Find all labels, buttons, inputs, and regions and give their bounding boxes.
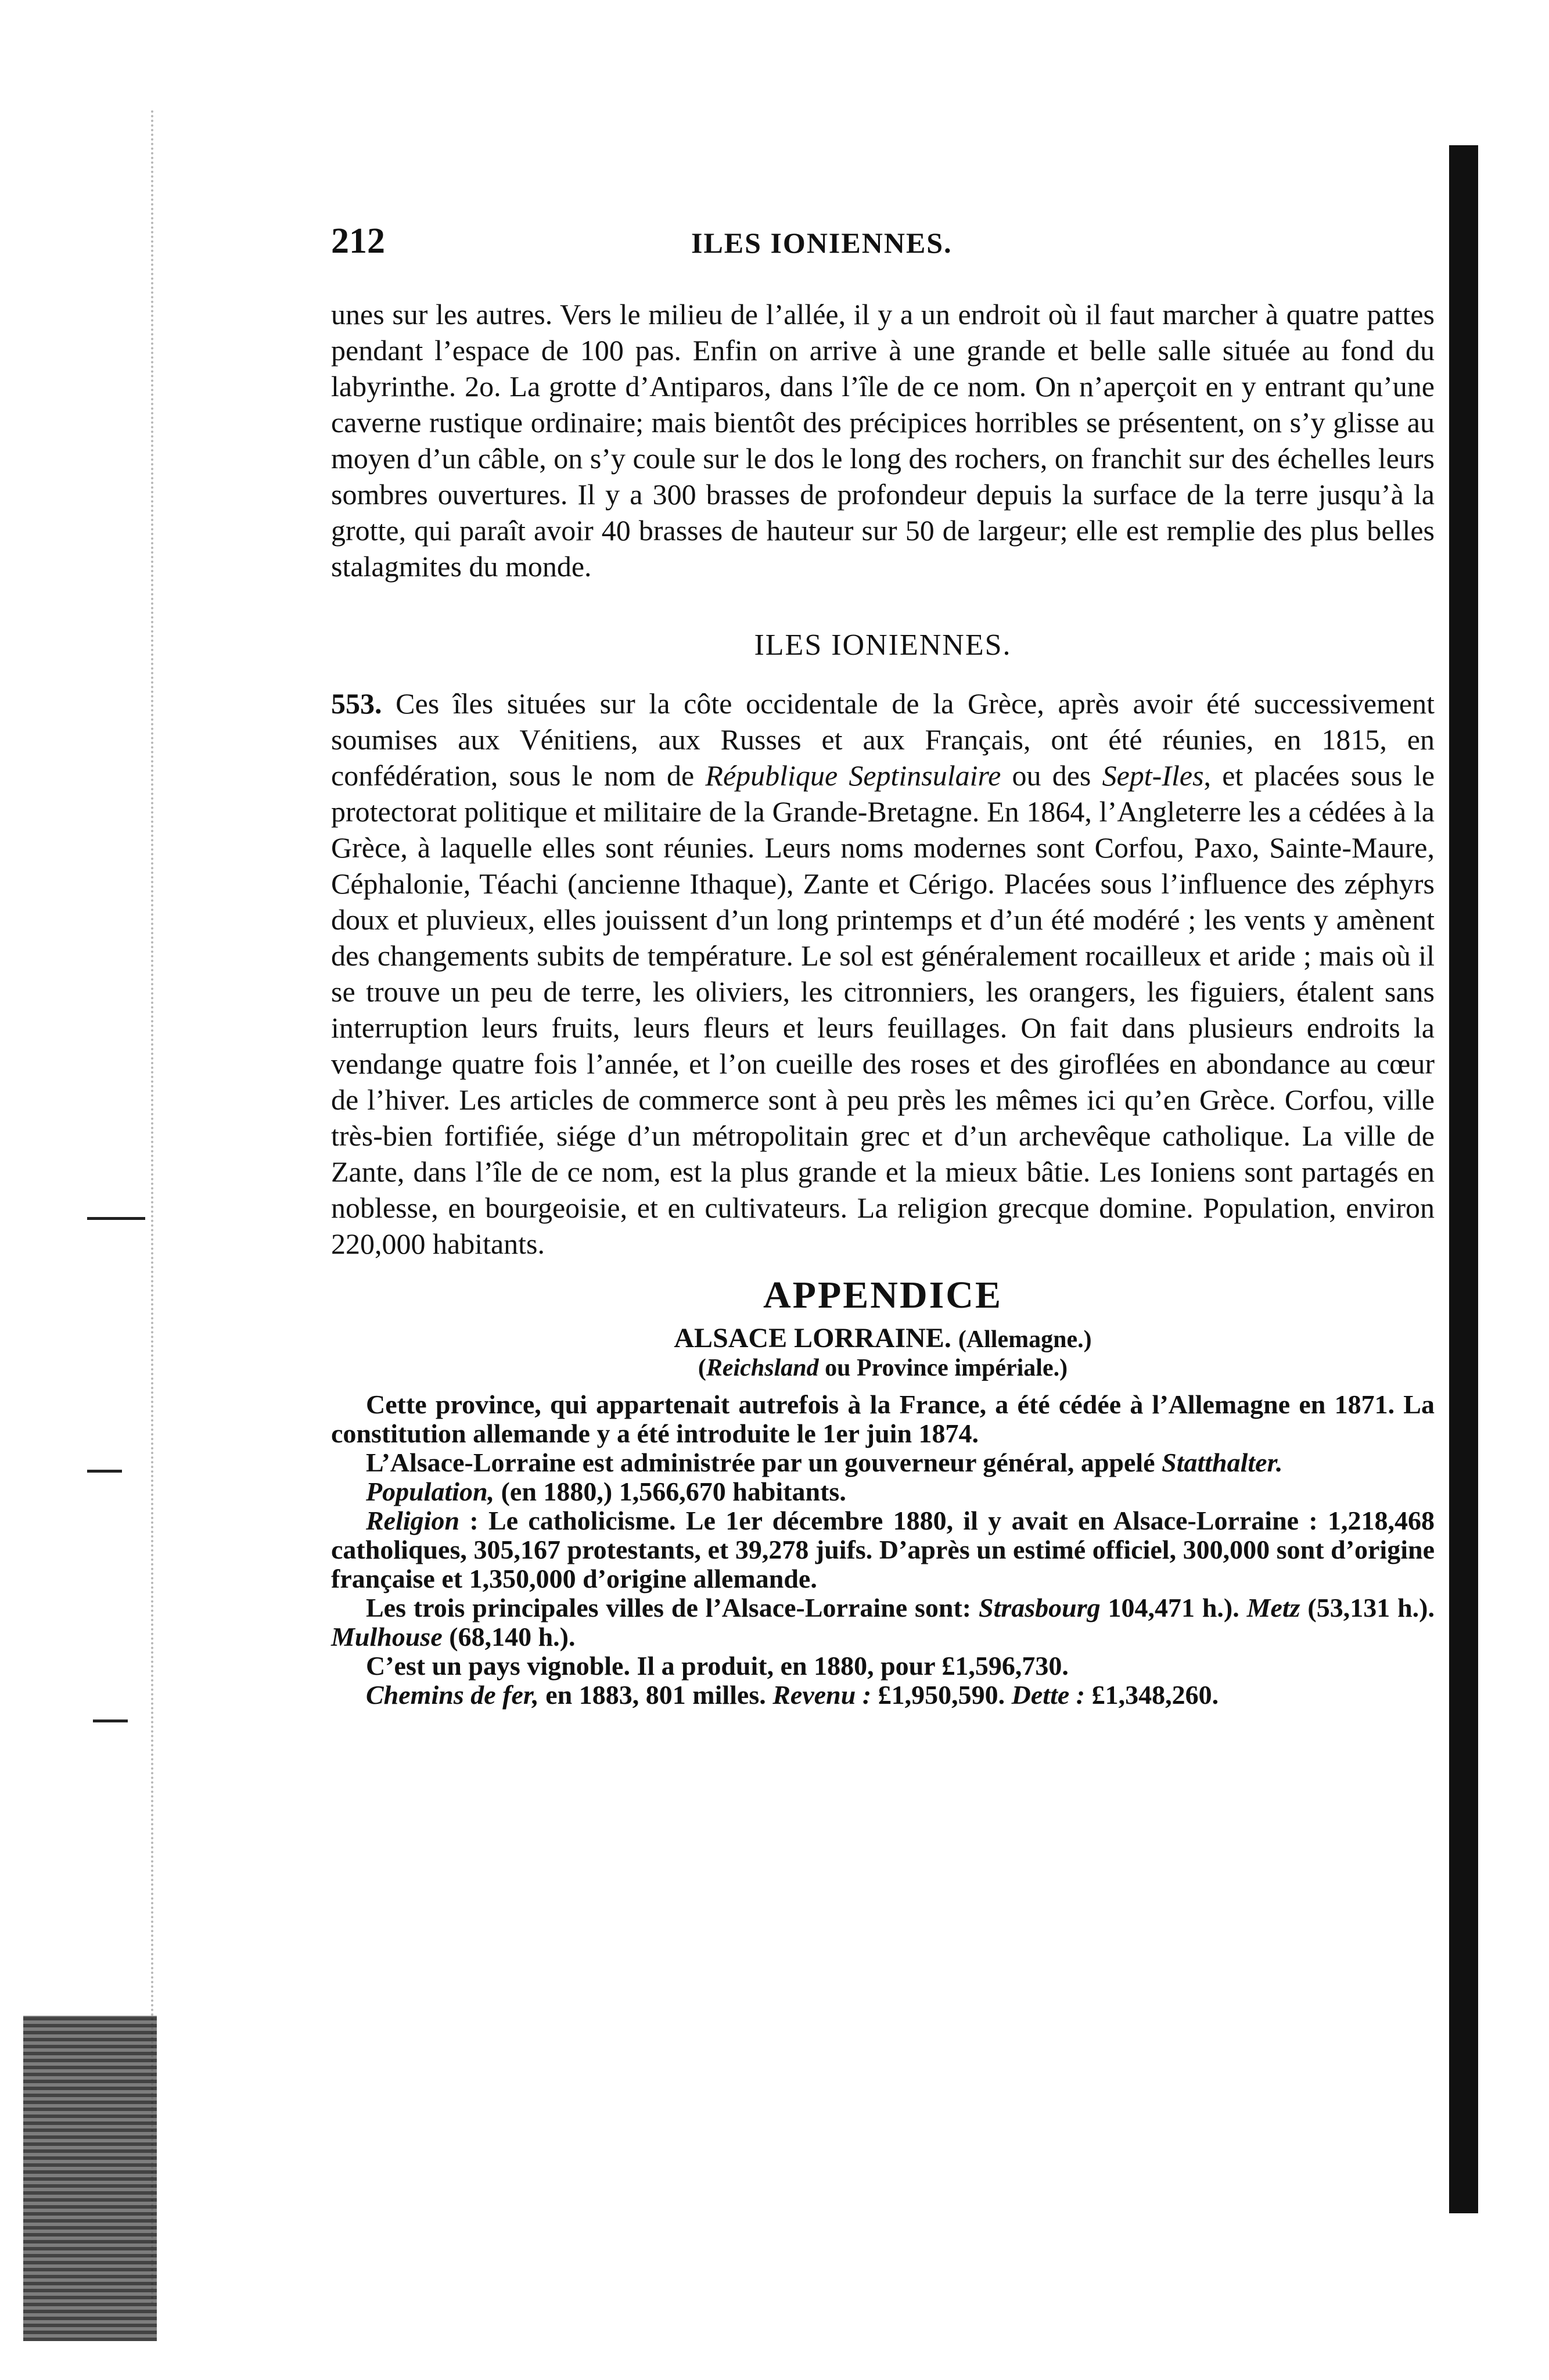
- running-title: ILES IONIENNES.: [691, 227, 953, 259]
- appendix-paragraph: [331, 1477, 1435, 1506]
- page-header: [331, 221, 1435, 273]
- italic-term: Revenu :: [772, 1680, 872, 1710]
- italic-term: Sept-Iles: [1102, 759, 1204, 792]
- italic-term: Mulhouse: [331, 1622, 443, 1652]
- page-content: [331, 221, 1435, 1710]
- italic-term: Dette :: [1011, 1680, 1086, 1710]
- appendix-paragraph: Cette province, qui appartenait autrefois à la France, a été cédée à l’Allemagne en 1871. La constitution allemande y a été introduite le 1er juin 1874.: [331, 1390, 1435, 1448]
- text-run: ou Province impériale.): [818, 1355, 1068, 1381]
- italic-term: République Septinsulaire: [705, 759, 1001, 792]
- text-run: 104,471 h.).: [1100, 1593, 1247, 1622]
- binding-dark-strip: [23, 2016, 157, 2341]
- subtitle-note: (Allemagne.): [958, 1326, 1092, 1353]
- appendix-subtitle-2: [331, 1354, 1435, 1382]
- page-number: 212: [331, 221, 385, 261]
- italic-term: Religion: [366, 1506, 460, 1535]
- appendix-paragraph: C’est un pays vignoble. Il a produit, en 1880, pour £1,596,730.: [366, 1651, 1069, 1681]
- italic-term: Reichsland: [706, 1355, 819, 1381]
- intro-paragraph: unes sur les autres. Vers le milieu de l’allée, il y a un endroit où il faut marcher à quatre pattes pendant l’espace de 100 pas. Enfin on arrive à une grande et belle salle située au fond du labyrinthe. 2o. La grotte d’Antiparos, dans l’île de ce nom. On n’aperçoit en y entrant qu’une caverne rustique ordinaire; mais bientôt des précipices horribles se présentent, on s’y glisse au moyen d’un câble, on s’y coule sur le dos le long des rochers, on franchit sur des échelles leurs sombres ouvertures. Il y a 300 brasses de profondeur depuis la surface de la terre jusqu’à la grotte, qui paraît avoir 40 brasses de hauteur sur 50 de largeur; elle est remplie des plus belles stalagmites du monde.: [331, 298, 1435, 583]
- text-run: Ces îles situées sur la côte occidentale de la Grèce, après avoir été successivement soumises aux Vénitiens, aux Russes et aux Français, ont été réunies, en 1815, en confédération, sous le nom de: [331, 687, 1435, 792]
- binding-right-bar: [1449, 145, 1478, 2213]
- appendix-title: APPENDICE: [763, 1274, 1002, 1316]
- section-title: ILES IONIENNES.: [754, 629, 1012, 662]
- text-run: (en 1880,) 1,566,670 habitants.: [494, 1477, 846, 1506]
- section-paragraph: [331, 685, 1435, 1262]
- text-run: £1,348,260.: [1085, 1680, 1219, 1710]
- appendix-paragraph: [331, 1681, 1435, 1710]
- binding-shadow: [151, 110, 188, 2306]
- italic-term: Statthalter.: [1162, 1448, 1283, 1477]
- subtitle-text: ALSACE LORRAINE.: [674, 1323, 951, 1354]
- text-run: (: [698, 1355, 706, 1381]
- paragraph-number: 553.: [331, 687, 382, 720]
- text-run: Les trois principales villes de l’Alsace-Lorraine sont:: [366, 1593, 979, 1622]
- text-run: (68,140 h.).: [442, 1622, 576, 1652]
- text-run: , et placées sous le protectorat politique et militaire de la Grande-Bretagne. En 1864, l’Angleterre les a cédées à la Grèce, à laquelle elles sont réunies. Leurs noms modernes sont Corfou, Paxo, Sainte-Maure, Céphalonie, Téachi (ancienne Ithaque), Zante et Cérigo. Placées sous l’influence des zéphyrs doux et pluvieux, elles jouissent d’un long printemps et d’un été modéré ; les vents y amènent des changements subits de température. Le sol est généralement rocailleux et aride ; mais où il se trouve un peu de terre, les oliviers, les citronniers, les orangers, les figuiers, étalent sans interruption leurs fruits, leurs fleurs et leurs feuillages. On fait dans plusieurs endroits la vendange quatre fois l’année, et l’on cueille des roses et des giroflées en abondance au cœur de l’hiver. Les articles de commerce sont à peu près les mêmes ici qu’en Grèce. Corfou, ville très-bien fortifiée, siége d’un métropolitain grec et d’un archevêque catholique. La ville de Zante, dans l’île de ce nom, est la plus grande et la mieux bâtie. Les Ioniens sont partagés en noblesse, en bourgeoisie, et en cultivateurs. La religion grecque domine. Population, environ 220,000 habitants.: [331, 759, 1435, 1260]
- italic-term: Strasbourg: [978, 1593, 1101, 1622]
- margin-mark: [93, 1720, 128, 1722]
- italic-term: Metz: [1246, 1593, 1300, 1622]
- appendix-subtitle: [331, 1322, 1435, 1354]
- margin-mark: [87, 1217, 145, 1220]
- appendix-paragraph: [331, 1593, 1435, 1652]
- appendix-paragraph: [331, 1448, 1435, 1477]
- italic-term: Chemins de fer,: [366, 1680, 539, 1710]
- text-run: L’Alsace-Lorraine est administrée par un gouverneur général, appelé: [366, 1448, 1162, 1477]
- text-run: : Le catholicisme. Le 1er décembre 1880, il y avait en Alsace-Lorraine : 1,218,468 catholiques, 305,167 protestants, et 39,278 juifs. D’après un estimé officiel, 300,000 sont d’origine française et 1,350,000 d’origine allemande.: [331, 1506, 1435, 1593]
- text-run: (53,131 h.).: [1300, 1593, 1435, 1622]
- text-run: en 1883, 801 milles.: [538, 1680, 773, 1710]
- text-run: £1,950,590.: [871, 1680, 1012, 1710]
- italic-term: Population,: [366, 1477, 495, 1506]
- appendix-paragraph: [331, 1506, 1435, 1593]
- margin-mark: [87, 1470, 122, 1473]
- text-run: ou des: [1001, 759, 1102, 792]
